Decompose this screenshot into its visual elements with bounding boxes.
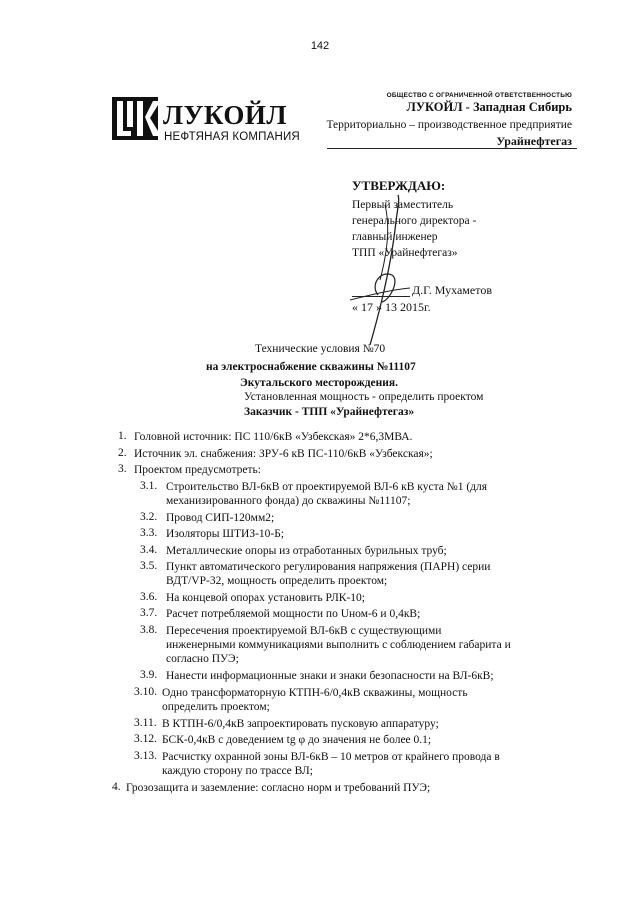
handwritten-signature <box>340 190 460 350</box>
item-text: Провод СИП-120мм2; <box>166 512 275 524</box>
item-text: Пересечения проектируемой ВЛ-6кВ с существующими <box>166 625 442 637</box>
approval-line: Первый заместитель <box>352 199 454 211</box>
approval-title: УТВЕРЖДАЮ: <box>352 178 446 193</box>
item-text-continued: инженерными коммуникациями выполнить с соблюдением габарита и <box>166 639 511 651</box>
item-text: БСК-0,4кВ с доведением tg φ до значения не более 0.1; <box>162 734 432 746</box>
item-text: Металлические опоры из отработанных бурильных труб; <box>166 545 447 557</box>
item-number: 3.9. <box>140 669 158 681</box>
company-line-2: ЛУКОЙЛ - Западная Сибирь <box>406 100 572 114</box>
lukoil-logo-icon <box>112 97 158 140</box>
item-text: Строительство ВЛ-6кВ от проектируемой ВЛ-6 кВ куста №1 (для <box>166 481 488 493</box>
brand-name: ЛУКОЙЛ <box>163 100 287 130</box>
item-number: 3.13. <box>134 750 157 762</box>
item-text: Пункт автоматического регулирования напряжения (ПАРН) серии <box>166 561 491 573</box>
company-line-3: Территориально – производственное предприятие <box>326 119 572 131</box>
item-text-continued: определить проектом; <box>162 701 270 713</box>
item-text: Источник эл. снабжения: ЗРУ-6 кВ ПС-110/6кВ «Узбекская»; <box>134 448 433 460</box>
item-number: 3.1. <box>140 480 158 492</box>
item-number: 3.6. <box>140 591 158 603</box>
item-text: На концевой опорах установить РЛК-10; <box>166 592 365 604</box>
approval-line: генерального директора - <box>352 215 477 227</box>
item-number: 3.3. <box>140 527 158 539</box>
item-number: 4. <box>112 781 121 793</box>
item-text: Нанести информационные знаки и знаки безопасности на ВЛ-6кВ; <box>166 670 494 682</box>
item-text-continued: каждую сторону по трассе ВЛ; <box>162 765 313 777</box>
item-number: 3.4. <box>140 544 158 556</box>
item-text-continued: механизированного фонда) до скважины №11107; <box>166 495 411 507</box>
item-number: 3.12. <box>134 733 157 745</box>
conditions-power: Установленная мощность - определить проектом <box>244 391 484 403</box>
item-number: 3. <box>118 463 127 475</box>
signature-line <box>352 296 410 297</box>
conditions-field: Экутальского месторождения. <box>240 377 398 389</box>
approval-date: « 17 » 13 2015г. <box>352 300 431 314</box>
conditions-subject: на электроснабжение скважины №11107 <box>206 361 416 373</box>
conditions-title: Технические условия №70 <box>255 343 386 355</box>
item-text: Расчистку охранной зоны ВЛ-6кВ – 10 метров от крайнего провода в <box>162 751 500 763</box>
item-text: Грозозащита и заземление: согласно норм и требований ПУЭ; <box>126 782 431 794</box>
approval-line: ТПП «Урайнефтегаз» <box>352 247 458 259</box>
item-text-continued: согласно ПУЭ; <box>166 653 239 665</box>
item-number: 3.5. <box>140 560 158 572</box>
item-number: 3.8. <box>140 624 158 636</box>
item-number: 3.7. <box>140 607 158 619</box>
item-number: 3.10. <box>134 686 157 698</box>
approval-line: главный инженер <box>352 231 438 243</box>
item-text-continued: ВДТ/VР-32, мощность определить проектом; <box>166 575 388 587</box>
header-rule <box>327 148 577 149</box>
item-text: Проектом предусмотреть: <box>134 464 261 476</box>
company-line-1: ОБЩЕСТВО С ОГРАНИЧЕННОЙ ОТВЕТСТВЕННОСТЬЮ <box>386 92 572 99</box>
item-text: Одно трансформаторную КТПН-6/0,4кВ скважины, мощность <box>162 687 468 699</box>
brand-subtitle: НЕФТЯНАЯ КОМПАНИЯ <box>164 131 300 143</box>
item-text: Расчет потребляемой мощности по Uном-6 и 0,4кВ; <box>166 608 421 620</box>
item-text: Головной источник: ПС 110/6кВ «Узбекская» 2*6,3МВА. <box>134 431 413 443</box>
signer-name: Д.Г. Мухаметов <box>412 283 492 297</box>
item-number: 3.11. <box>134 717 157 729</box>
company-line-4: Урайнефтегаз <box>496 134 572 148</box>
item-number: 1. <box>118 430 127 442</box>
item-number: 2. <box>118 447 127 459</box>
item-text: В КТПН-6/0,4кВ запроектировать пусковую аппаратуру; <box>162 718 439 730</box>
conditions-customer: Заказчик - ТПП «Урайнефтегаз» <box>244 406 415 418</box>
page-number: 142 <box>310 40 330 52</box>
item-number: 3.2. <box>140 511 158 523</box>
item-text: Изоляторы ШТИЗ-10-Б; <box>166 528 285 540</box>
